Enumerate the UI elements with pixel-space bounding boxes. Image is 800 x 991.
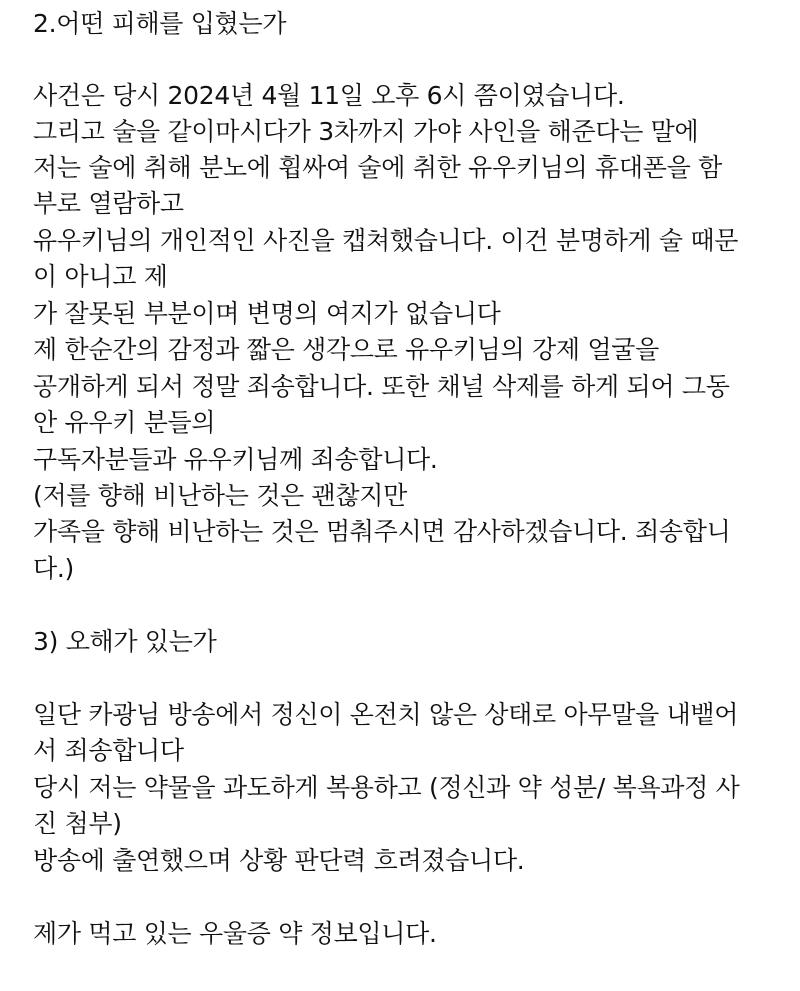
text-line: 일단 카광님 방송에서 정신이 온전치 않은 상태로 아무말을 내뱉어 — [33, 700, 739, 729]
text-line: 제가 먹고 있는 우울증 약 정보입니다. — [33, 919, 437, 948]
text-line: 제 한순간의 감정과 짧은 생각으로 유우키님의 강제 얼굴을 — [33, 335, 659, 364]
text-line: 부로 열람하고 — [33, 189, 184, 218]
text-line: 그리고 술을 같이마시다가 3차까지 가야 사인을 해준다는 말에 — [33, 117, 699, 146]
text-line: 진 첨부) — [33, 809, 122, 838]
text-line: 공개하게 되서 정말 죄송합니다. 또한 채널 삭제를 하게 되어 그동 — [33, 372, 730, 401]
text-line: 안 유우키 분들의 — [33, 408, 216, 437]
text-line: (저를 향해 비난하는 것은 괜찮지만 — [33, 481, 407, 510]
text-line: 유우키님의 개인적인 사진을 캡쳐했습니다. 이건 분명하게 술 때문 — [33, 226, 739, 255]
section-heading: 2.어떤 피해를 입혔는가 — [33, 9, 287, 38]
text-line: 저는 술에 취해 분노에 휩싸여 술에 취한 유우키님의 휴대폰을 함 — [33, 153, 722, 182]
text-line: 다.) — [33, 554, 74, 583]
text-line: 구독자분들과 유우키님께 죄송합니다. — [33, 445, 438, 474]
text-line: 당시 저는 약물을 과도하게 복용하고 (정신과 약 성분/ 복욕과정 사 — [33, 773, 740, 802]
text-line: 가 잘못된 부분이며 변명의 여지가 없습니다 — [33, 299, 501, 328]
text-line: 사건은 당시 2024년 4월 11일 오후 6시 쯤이였습니다. — [33, 81, 625, 110]
text-line: 방송에 출연했으며 상황 판단력 흐려졌습니다. — [33, 846, 525, 875]
text-line: 가족을 향해 비난하는 것은 멈춰주시면 감사하겠습니다. 죄송합니 — [33, 517, 731, 546]
section-heading: 3) 오해가 있는가 — [33, 627, 217, 656]
text-line: 이 아니고 제 — [33, 262, 168, 291]
text-line: 서 죄송합니다 — [33, 736, 184, 765]
